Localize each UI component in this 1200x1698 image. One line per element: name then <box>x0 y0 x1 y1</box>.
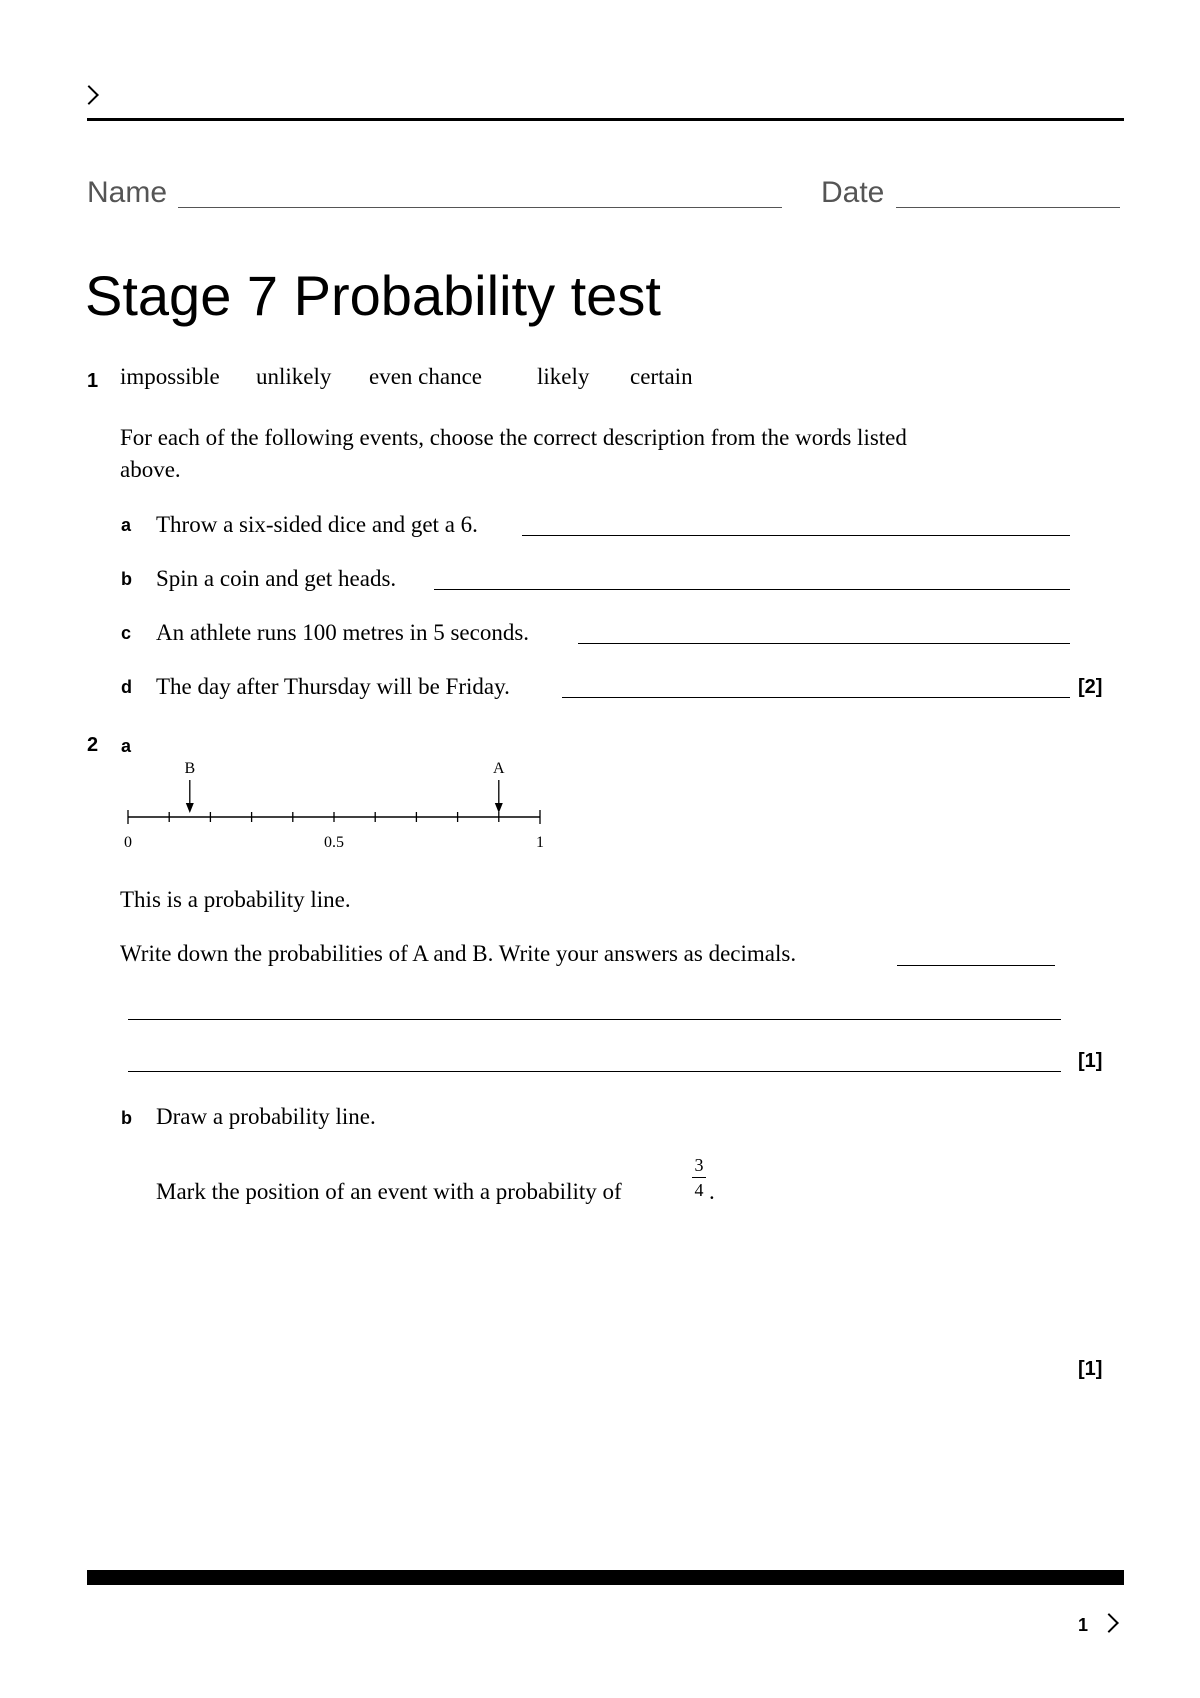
date-field[interactable] <box>896 207 1120 208</box>
marker-label-a: A <box>493 760 505 777</box>
footer-rule <box>87 1570 1124 1585</box>
marker-arrowhead <box>186 803 194 813</box>
q2-question: Write down the probabilities of A and B. Write your answers as decimals. <box>120 941 797 966</box>
header-rule <box>87 118 1124 121</box>
q2b-marks: [1] <box>1078 1358 1103 1380</box>
fraction-denominator: 4 <box>694 1180 704 1200</box>
q1-part-d-text: The day after Thursday will be Friday. <box>156 674 510 699</box>
q2a-marks: [1] <box>1078 1050 1103 1072</box>
word-unlikely: unlikely <box>256 364 332 389</box>
q1-part-a-label: a <box>121 515 132 535</box>
name-field[interactable] <box>178 207 782 208</box>
question-1-number: 1 <box>87 370 99 392</box>
fraction-numerator: 3 <box>694 1155 704 1175</box>
q2-answer-line-3[interactable] <box>128 1071 1061 1072</box>
q1-part-d-label: d <box>121 677 132 697</box>
name-label: Name <box>87 176 168 209</box>
q1-part-c-answer-line[interactable] <box>578 643 1070 644</box>
fraction-three-quarters <box>692 1155 706 1200</box>
q1-part-a-answer-line[interactable] <box>522 535 1070 536</box>
q1-part-c-label: c <box>121 623 132 643</box>
q2b-period: . <box>709 1179 715 1204</box>
q1-instruction-line2: above. <box>120 457 181 482</box>
q2-statement: This is a probability line. <box>120 887 351 912</box>
page-number: 1 <box>1078 1615 1089 1635</box>
chevron-right-icon <box>1099 1613 1119 1633</box>
page-title: Stage 7 Probability test <box>85 264 661 327</box>
probability-line-figure <box>118 755 558 865</box>
q1-part-d-answer-line[interactable] <box>562 697 1070 698</box>
marker-label-b: B <box>184 760 196 777</box>
fraction-bar <box>692 1177 706 1178</box>
word-likely: likely <box>537 364 590 389</box>
tick-label: 0.5 <box>324 834 344 851</box>
word-certain: certain <box>630 364 693 389</box>
q1-instruction-line1: For each of the following events, choose the correct description from the words listed <box>120 425 907 450</box>
q2-part-b-label: b <box>121 1108 132 1128</box>
q2-answer-line-2[interactable] <box>128 1019 1061 1020</box>
marker-arrowhead <box>495 803 503 813</box>
tick-label: 1 <box>536 834 544 851</box>
q1-part-b-label: b <box>121 569 132 589</box>
chevron-right-icon <box>79 85 99 105</box>
q1-part-b-text: Spin a coin and get heads. <box>156 566 397 591</box>
tick-label: 0 <box>124 834 132 851</box>
q2b-text1: Draw a probability line. <box>156 1104 376 1129</box>
q2-part-a-label: a <box>121 736 132 756</box>
q2b-text2: Mark the position of an event with a probability of <box>156 1179 622 1204</box>
q1-part-c-text: An athlete runs 100 metres in 5 seconds. <box>156 620 530 645</box>
word-impossible: impossible <box>120 364 220 389</box>
q1-part-a-text: Throw a six-sided dice and get a 6. <box>156 512 478 537</box>
q2-answer-line-1[interactable] <box>897 965 1055 966</box>
date-label: Date <box>821 176 885 209</box>
word-even-chance: even chance <box>369 364 483 389</box>
q1-part-b-answer-line[interactable] <box>434 589 1070 590</box>
q1-marks: [2] <box>1078 676 1103 698</box>
question-2-number: 2 <box>87 734 99 756</box>
